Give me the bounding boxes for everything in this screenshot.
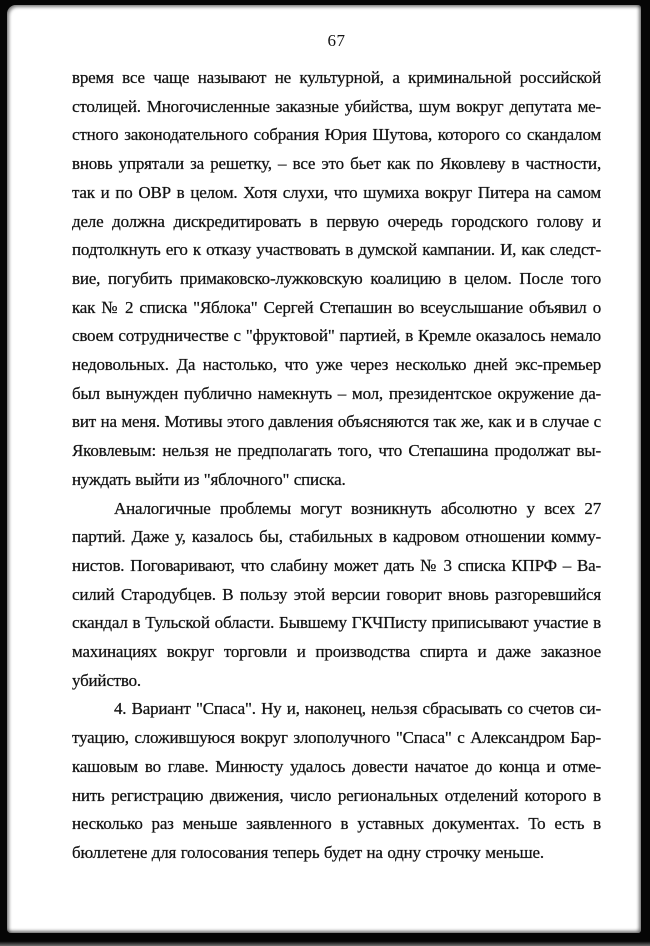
text-line: своем сотрудничестве с "фруктовой" партией, в Кремле оказалось немало [72, 326, 601, 346]
text-line: вие, погубить примаковско-лужковскую коалицию в целом. После того [72, 268, 601, 288]
paragraph [72, 495, 601, 696]
text-line: бюллетене для голосования теперь будет на одну строчку меньше. [72, 842, 544, 862]
text-line: несколько раз меньше заявленного в уставных документах. То есть в [72, 814, 601, 834]
text-line: вит на меня. Мотивы этого давления объясняются так же, как и в случае с [72, 412, 601, 432]
text-line: нить регистрацию движения, число региональных отделений которого в [72, 785, 601, 805]
text-line: так и по ОВР в целом. Хотя слухи, что шумиха вокруг Питера на самом [72, 182, 601, 202]
text-line: Аналогичные проблемы могут возникнуть абсолютно у всех 27 [114, 498, 601, 518]
text-line: столицей. Многочисленные заказные убийства, шум вокруг депутата ме- [72, 96, 601, 116]
text-line: партий. Даже у, казалось бы, стабильных в кадровом отношении комму- [72, 527, 601, 547]
paragraph [72, 695, 601, 867]
text-line: был вынужден публично намекнуть – мол, президентское окружение да- [72, 383, 601, 403]
text-line: недовольных. Да настолько, что уже через несколько дней экс-премьер [72, 355, 601, 375]
text-line: как № 2 списка "Яблока" Сергей Степашин во всеуслышание объявил о [72, 297, 601, 317]
text-line: стного законодательного собрания Юрия Шутова, которого со скандалом [72, 125, 601, 145]
text-line: 4. Вариант "Спаса". Ну и, наконец, нельзя сбрасывать со счетов си- [114, 699, 601, 719]
text-line: вновь упрятали за решетку, – все это бьет как по Яковлеву в частности, [72, 154, 601, 174]
text-line: Яковлевым: нельзя не предполагать того, что Степашина продолжат вы- [72, 441, 601, 461]
text-line: нистов. Поговаривают, что слабину может дать № 3 списка КПРФ – Ва- [72, 555, 601, 575]
scan-bottom-edge [0, 941, 650, 946]
paragraph [72, 64, 601, 495]
text-line: деле должна дискредитировать в первую очередь городского голову и [72, 211, 601, 231]
document-body [72, 64, 601, 868]
text-line: убийство. [72, 670, 141, 690]
text-line: туацию, сложившуюся вокруг злополучного "Спаса" с Александром Бар- [72, 728, 601, 748]
page-number: 67 [327, 31, 346, 50]
text-line: махинациях вокруг торговли и производства спирта и даже заказное [72, 642, 601, 662]
text-line: подтолкнуть его к отказу участвовать в думской кампании. И, как следст- [72, 240, 601, 260]
text-line: скандал в Тульской области. Бывшему ГКЧПисту приписывают участие в [72, 613, 601, 633]
text-line: время все чаще называют не культурной, а криминальной российской [72, 68, 601, 87]
text-line: силий Стародубцев. В пользу этой версии говорит вновь разгоревшийся [72, 584, 601, 604]
text-line: кашовым во главе. Минюсту удалось довести начатое до конца и отме- [72, 756, 601, 776]
text-line: нуждать выйти из "яблочного" списка. [72, 469, 346, 489]
